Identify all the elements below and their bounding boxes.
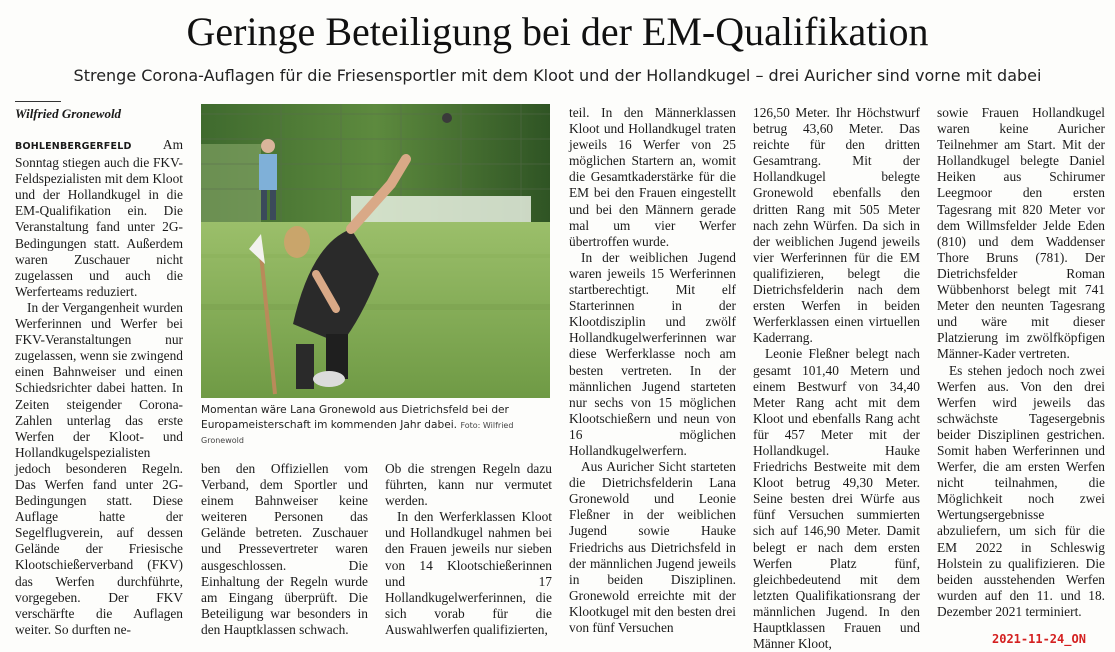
paragraph: Leonie Fleßner belegt nach gesamt 101,40 Metern und einem Bestwurf von 34,40 Meter Rang acht mit dem Kloot und ebenfalls Rang acht für 457 Meter mit der Hollandkugel. Hauke Friedrichs Bestweite mit dem Kloot betrug 49,30 Meter. Seine besten drei Würfe aus fünf Versuchen summierten sich auf 146,90 Meter. Damit belegt er nach dem ersten Werfen Platz fünf, gleichbedeutend mit dem letzten Qualifikationsrang der männlichen Jugend. In den Hauptklassen Frauen und Männer Kloot,	[753, 346, 920, 652]
paragraph: Es stehen jedoch noch zwei Werfen aus. Von den drei Werfen wird jeweils das schwächste Tagesergebnis beider Disziplinen gestrichen. Somit haben Werferinnen und Werfer, die am ersten Werfen nicht teilnahmen, die Möglichkeit noch zwei Wertungsergebnisse abzuliefern, um sich für die EM 2022 in Schleswig Holstein zu qualifizieren. Die beiden ausstehenden Werfen wurden auf den 11. und 18. Dezember 2021 terminiert.	[937, 362, 1105, 619]
photo-credit: Foto: Wilfried Gronewold	[201, 421, 514, 445]
paragraph: In den Werferklassen Kloot und Hollandkugel nahmen bei den Frauen jeweils nur sieben von 14 Klootschießerinnen und 17 Hollandkugelwerferinnen, die sich vorab für die Auswahlwerfen qualifizierten,	[385, 509, 552, 637]
caption-text: Momentan wäre Lana Gronewold aus Dietrichsfeld bei der Europameisterschaft im kommenden Jahr dabei.	[201, 404, 509, 431]
headline: Geringe Beteiligung bei der EM-Qualifikation	[186, 9, 929, 54]
date-stamp: 2021-11-24_ON	[992, 632, 1086, 646]
column-4	[569, 105, 736, 636]
paragraph: teil. In den Männerklassen Kloot und Hollandkugel traten jeweils 16 Werfer von 25 möglichen Startern an, womit die Gesamtkaderstärke für die EM bei den Frauen eingestellt und bei den Männern gerade mal um vier Werfer übertroffen wurde.	[569, 105, 736, 249]
paragraph: Aus Auricher Sicht starteten die Dietrichsfelderin Lana Gronewold und Leonie Fleßner in der weiblichen Jugend sowie Hauke Friedrichs aus Dietrichsfeld in der männlichen Jugend jeweils in beiden Disziplinen. Gronewold erreichte mit der Klootkugel mit den besten drei von fünf Versuchen	[569, 459, 736, 635]
photo-caption	[201, 403, 552, 448]
paragraph: In der weiblichen Jugend waren jeweils 15 Werferinnen startberechtigt. Mit elf Starterinnen in der Klootdisziplin und zwölf Hollandkugelwerferinnen war diese Werferklasse noch am besten vertreten. In der männlichen Jugend starteten nur sechs von 15 möglichen Klootschießern und neun von 16 möglichen Hollandkugelwerfern.	[569, 249, 736, 458]
paragraph: sowie Frauen Hollandkugel waren keine Auricher Teilnehmer am Start. Mit der Hollandkugel belegte Daniel Heiken aus Schirumer Leegmoor den ersten Tagesrang mit 820 Meter vor dem Willmsfelder Jelde Eden (810) und dem Waddenser Thore Bruns (781). Der Dietrichsfelder Roman Wübbenhorst belegt mit 741 Meter den neunten Tagesrang und wäre mit dieser Platzierung im zwölfköpfigen Männer-Kader vertreten.	[937, 105, 1105, 362]
column-3	[385, 461, 552, 638]
column-2	[201, 461, 368, 638]
column-5	[753, 105, 920, 652]
paragraph: 126,50 Meter. Ihr Höchstwurf betrug 43,60 Meter. Das reichte für den dritten Gesamtrang. Mit der Hollandkugel belegte Gronewold ebenfalls den dritten Rang mit 505 Meter nach zehn Würfen. Da sich in der weiblichen Jugend jeweils vier Werferinnen für die EM qualifizieren, belegt die Dietrichsfelderin nach dem ersten Werfen in beiden Werferklassen einen virtuellen Kaderrang.	[753, 105, 920, 346]
column-6	[937, 105, 1105, 620]
author: Wilfried Gronewold	[15, 106, 122, 121]
paragraph: In der Vergangenheit wurden Werferinnen und Werfer bei FKV-Veranstaltungen nur zugelassen, wenn sie zwingend einen Bahnweiser und einen Schiedsrichter dabei hatten. In Zeiten steigender Corona-Zahlen unterlag das erste Werfen der Kloot- und Hollandkugelspezialisten jedoch besonderen Regeln. Das Werfen fand unter 2G-Bedingungen statt. Diese Auflage hatte der Segelflugverein, auf dessen Gelände der Friesische Klootschießerverband (FKV) das Werfen durchführte, vorgegeben. Der FKV verschärfte die Auflagen weiter. So durften ne-	[15, 299, 183, 637]
author-rule	[15, 101, 61, 102]
article-photo	[201, 104, 550, 398]
paragraph	[15, 137, 183, 300]
column-1	[15, 137, 183, 638]
thrower-photo	[201, 104, 550, 398]
paragraph: ben den Offiziellen vom Verband, dem Sportler und einem Bahnweiser keine weiteren Personen das Gelände betreten. Zuschauer und Pressevertreter waren ausgeschlossen. Die Einhaltung der Regeln wurde am Eingang überprüft. Die Beteiligung war besonders in den Hauptklassen schwach.	[201, 461, 368, 637]
subline: Strenge Corona-Auflagen für die Friesensportler mit dem Kloot und der Hollandkugel – drei Auricher sind vorne mit dabei	[73, 66, 1042, 85]
dateline: BOHLENBERGERFELD	[15, 141, 132, 152]
paragraph-text: Am Sonntag stiegen auch die FKV-Feldspezialisten mit dem Kloot und der Hollandkugel in die EM-Qualifikation ein. Die Veranstaltung fand unter 2G-Bedingungen statt. Außerdem waren Zuschauer nicht zugelassen und auch die Werferteams reduziert.	[15, 137, 183, 299]
paragraph: Ob die strengen Regeln dazu führten, kann nur vermutet werden.	[385, 461, 552, 509]
